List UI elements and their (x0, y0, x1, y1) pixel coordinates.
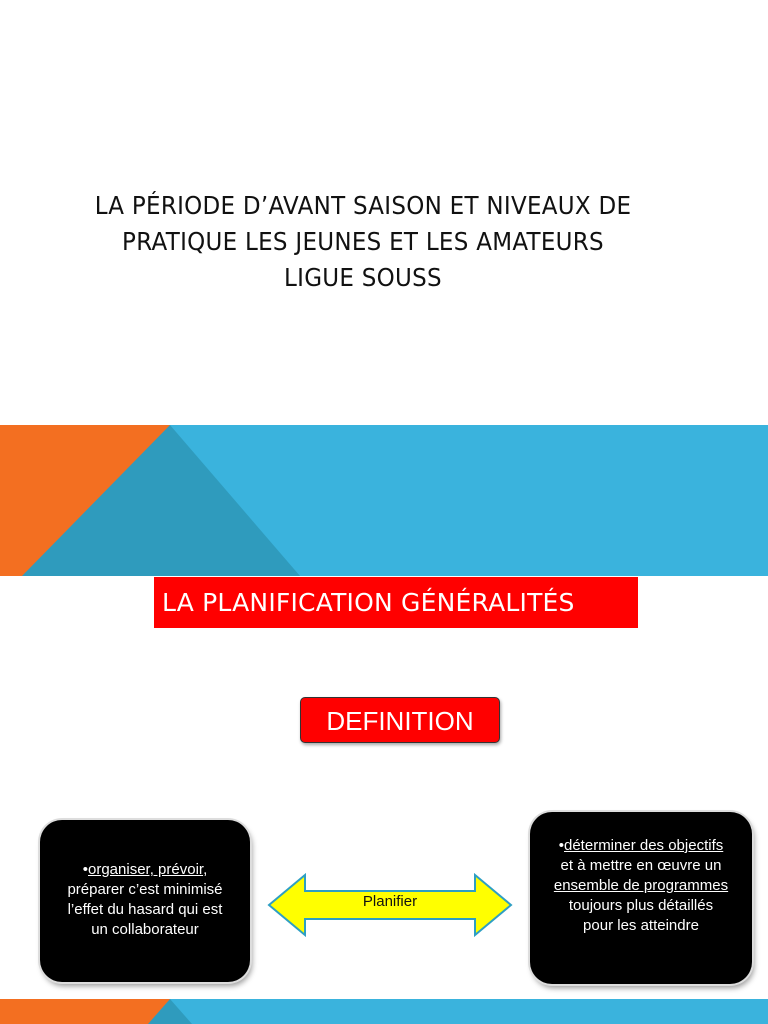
left-card-line-4: un collaborateur (91, 921, 199, 938)
definition-button[interactable]: DEFINITION (300, 697, 500, 743)
slide-1 (0, 0, 768, 425)
bullet-icon: • (82, 861, 88, 878)
left-card-line-2: préparer c’est minimisé (67, 881, 223, 898)
title-line-1: LA PÉRIODE D’AVANT SAISON ET NIVEAUX DE (94, 191, 632, 220)
right-card-line-5: pour les atteindre (583, 917, 699, 934)
right-card-keywords-1: déterminer des objectifs (564, 837, 724, 854)
title-line-3: LIGUE SOUSS (284, 263, 442, 292)
title-line-2: PRATIQUE LES JEUNES ET LES AMATEURS (122, 227, 604, 256)
decorative-footer-band (0, 999, 768, 1024)
slide-1-title (66, 188, 660, 296)
left-definition-card (40, 820, 250, 982)
bullet-icon: • (558, 837, 564, 854)
arrow-label: Planifier (362, 893, 418, 910)
section-title: LA PLANIFICATION GÉNÉRALITÉS (154, 577, 638, 628)
right-card-line-4: toujours plus détaillés (568, 897, 714, 914)
left-card-comma: , (203, 861, 208, 878)
left-card-keywords: organiser, prévoir (88, 861, 204, 878)
right-card-line-2: et à mettre en œuvre un (560, 857, 722, 874)
left-card-line-3: l’effet du hasard qui est (67, 901, 223, 918)
decorative-header-band (0, 425, 768, 576)
right-definition-card (530, 812, 752, 984)
right-card-keywords-2: ensemble de programmes (553, 877, 729, 894)
